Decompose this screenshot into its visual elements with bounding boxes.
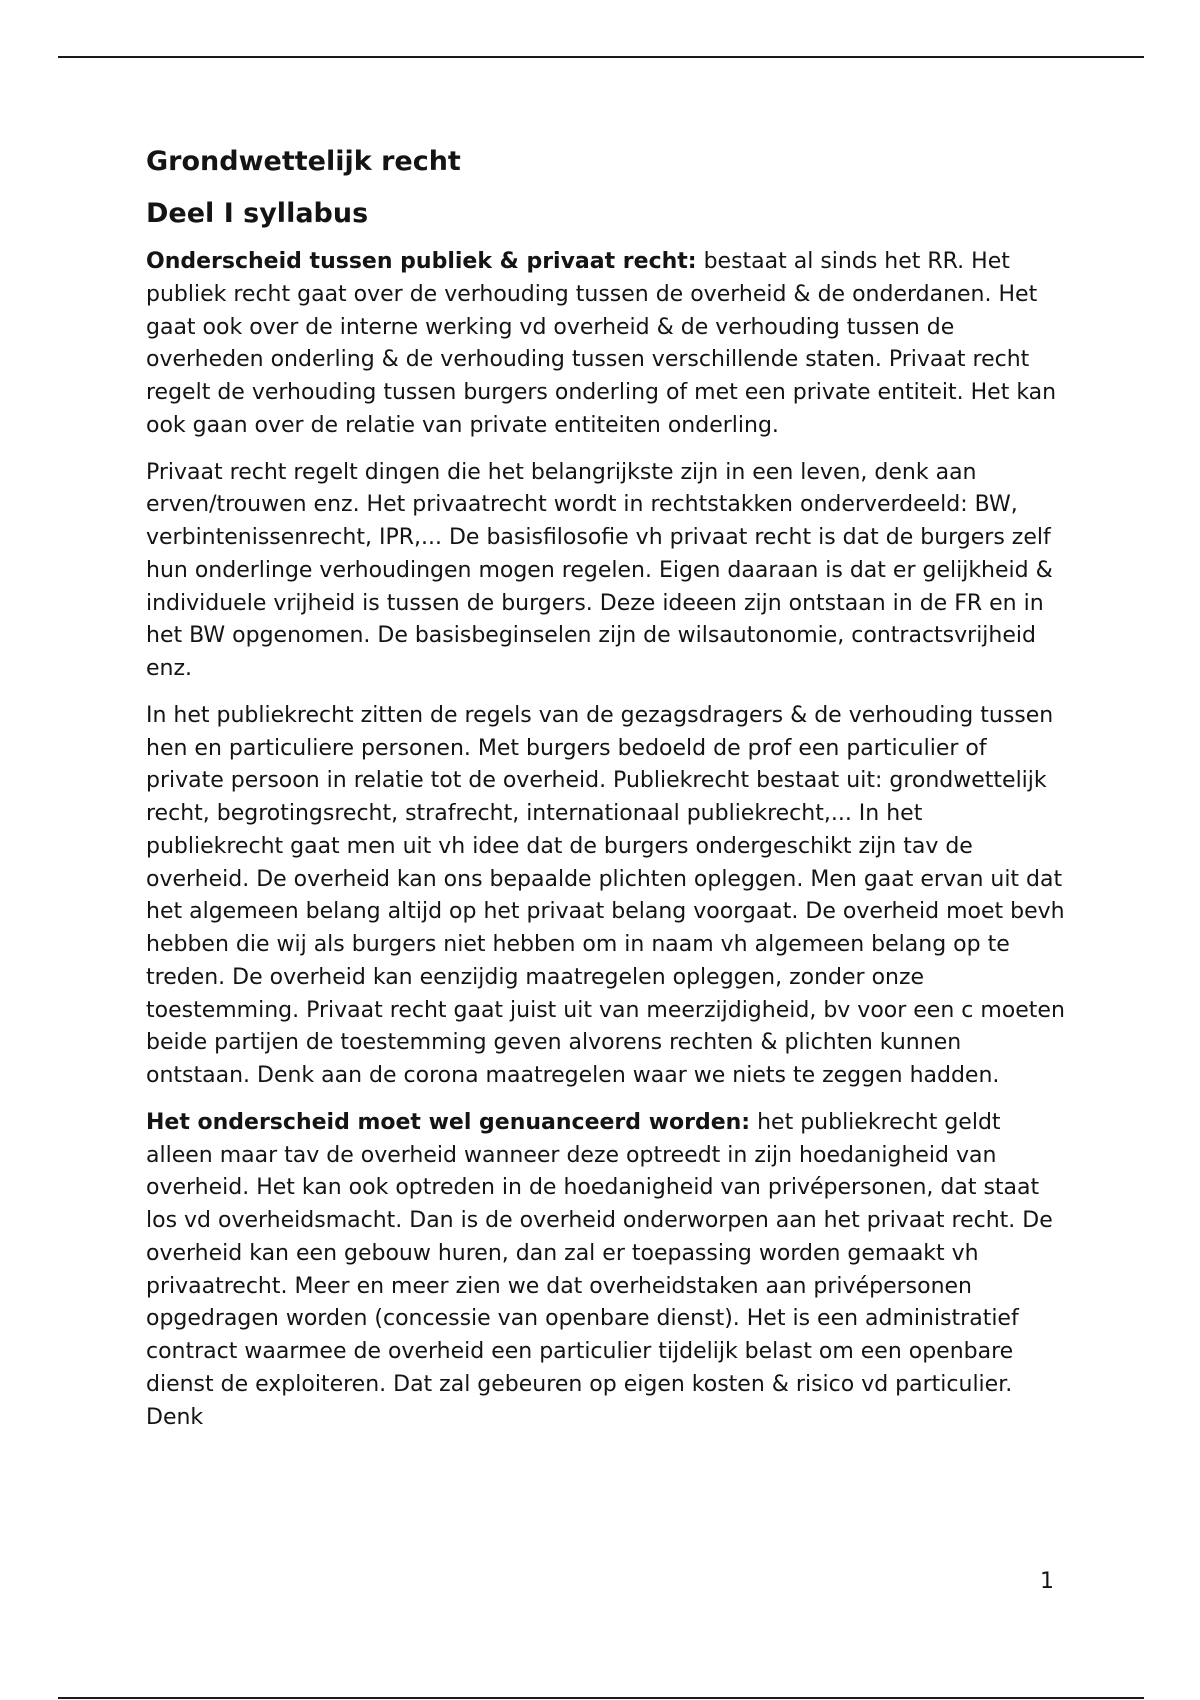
- paragraph-4-lead: Het onderscheid moet wel genuanceerd worden:: [146, 1109, 751, 1135]
- document-title: Grondwettelijk recht: [146, 146, 461, 177]
- paragraph-2-text: Privaat recht regelt dingen die het belangrijkste zijn in een leven, denk aan erven/trouwen enz. Het privaatrecht wordt in rechtstakken onderverdeeld: BW, verbintenissenrecht, IPR,... De basisfilosofie vh privaat recht is dat de burgers zelf hun onderlinge verhoudingen mogen regelen. Eigen daaraan is dat er gelijkheid & individuele vrijheid is tussen de burgers. Deze ideeen zijn ontstaan in de FR en in het BW opgenomen. De basisbeginselen zijn de wilsautonomie, contractsvrijheid enz.: [146, 459, 1053, 681]
- paragraph-4-text: het publiekrecht geldt alleen maar tav de overheid wanneer deze optreedt in zijn hoedanigheid van overheid. Het kan ook optreden in de hoedanigheid van privépersonen, dat staat los vd overheidsmacht. Dan is de overheid onderworpen aan het privaat recht. De overheid kan een gebouw huren, dan zal er toepassing worden gemaakt vh privaatrecht. Meer en meer zien we dat overheidstaken aan privépersonen opgedragen worden (concessie van openbare dienst). Het is een administratief contract waarmee de overheid een particulier tijdelijk belast om een openbare dienst de exploiteren. Dat zal gebeuren op eigen kosten & risico vd particulier. Denk: [146, 1109, 1053, 1430]
- paragraph-3-text: In het publiekrecht zitten de regels van de gezagsdragers & de verhouding tussen hen en particuliere personen. Met burgers bedoeld de prof een particulier of private persoon in relatie tot de overheid. Publiekrecht bestaat uit: grondwettelijk recht, begrotingsrecht, strafrecht, internationaal publiekrecht,... In het publiekrecht gaat men uit vh idee dat de burgers ondergeschikt zijn tav de overheid. De overheid kan ons bepaalde plichten opleggen. Men gaat ervan uit dat het algemeen belang altijd op het privaat belang voorgaat. De overheid moet bevh hebben die wij als burgers niet hebben om in naam vh algemeen belang op te treden. De overheid kan eenzijdig maatregelen opleggen, zonder onze toestemming. Privaat recht gaat juist uit van meerzijdigheid, bv voor een c moeten beide partijen de toestemming geven alvorens rechten & plichten kunnen ontstaan. Denk aan de corona maatregelen waar we niets te zeggen hadden.: [146, 702, 1065, 1088]
- document-body: [146, 142, 1066, 1448]
- paragraph-4: [146, 1107, 1066, 1435]
- paragraph-2: [146, 457, 1066, 686]
- top-rule: [58, 56, 1144, 58]
- paragraph-1-lead: Onderscheid tussen publiek & privaat recht:: [146, 249, 697, 274]
- paragraph-1: [146, 246, 1066, 443]
- paragraph-3: [146, 700, 1066, 1093]
- page-number: 1: [1040, 1569, 1054, 1594]
- document-subtitle: Deel I syllabus: [146, 198, 369, 229]
- bottom-rule: [58, 1697, 1144, 1699]
- paragraph-1-text: bestaat al sinds het RR. Het publiek recht gaat over de verhouding tussen de overheid & de onderdanen. Het gaat ook over de interne werking vd overheid & de verhouding tussen de overheden onderling & de verhouding tussen verschillende staten. Privaat recht regelt de verhouding tussen burgers onderling of met een private entiteit. Het kan ook gaan over de relatie van private entiteiten onderling.: [146, 249, 1057, 438]
